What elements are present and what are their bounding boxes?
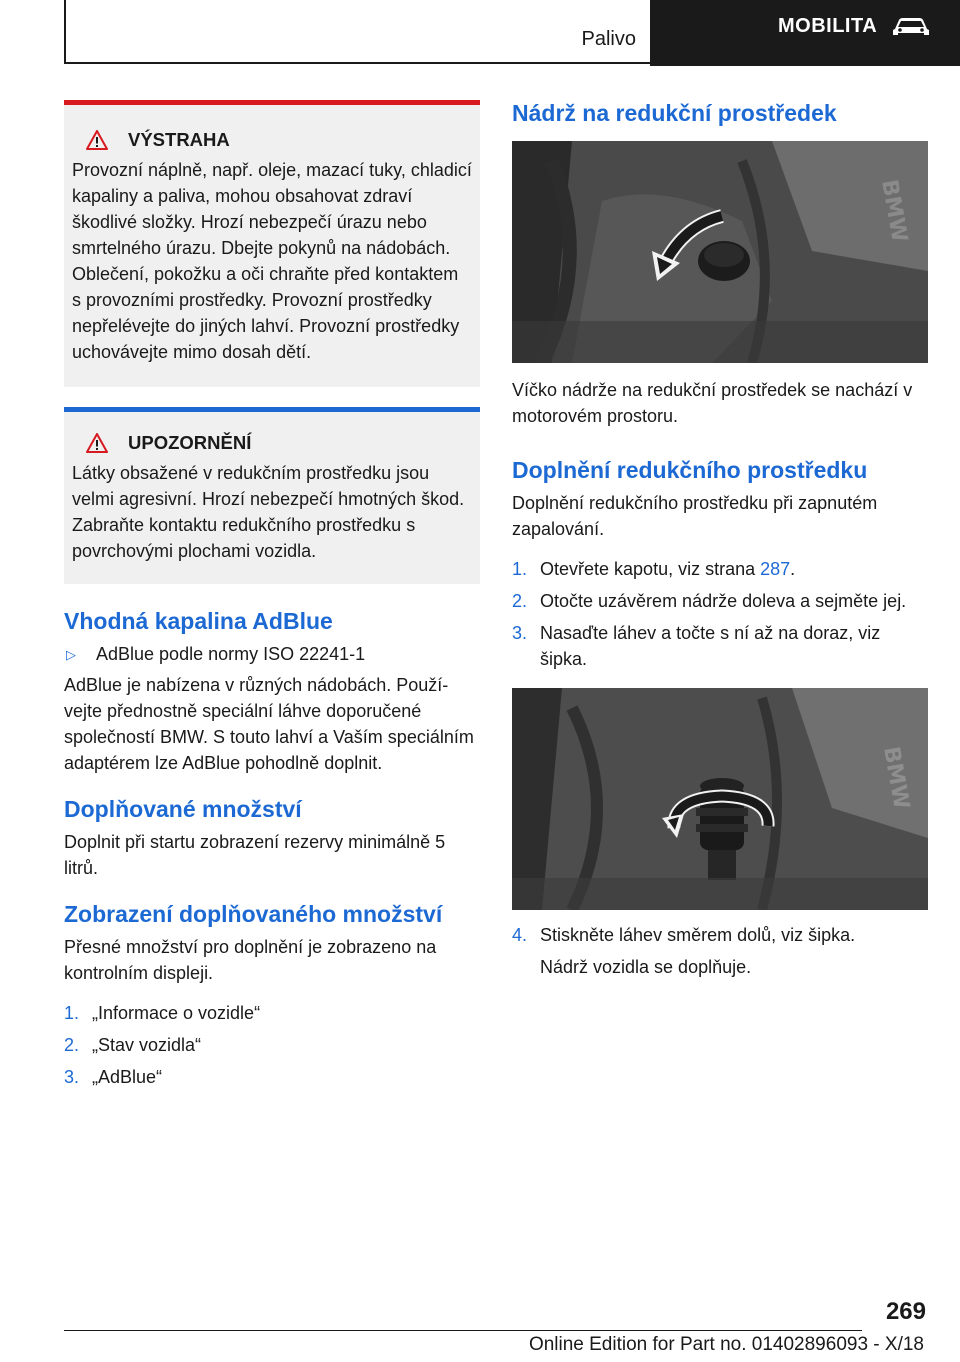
page-number: 269 (885, 1298, 926, 1325)
list-item: 2. „Stav vozidla“ (64, 1035, 202, 1055)
refill-heading: Doplnění redukčního prostředku (512, 457, 868, 483)
right-column (512, 100, 928, 980)
tank-caption: Víčko nádrže na redukční prostředek se nachází v motorovém prostoru. (512, 380, 913, 426)
page-link-287[interactable]: 287 (760, 559, 791, 579)
warning-text: Provozní náplně, např. oleje, mazací tuky, chladicí kapaliny a paliva, mohou obsahovat zdraví škodlivé složky. Hrozí nebezpečí úrazu nebo smrtelného úrazu. Dbejte pokynů na nádobách. Oblečení, pokožku a oči chraňte před kontaktem s provozními prostředky. Provozní prostředky nepřelévejte do jiných lahví. Provozní prostředky uchovávejte mimo dosah dětí. (72, 160, 472, 362)
list-item: 1. Otevřete kapotu, viz strana 287. (512, 559, 796, 579)
suitable-fluid-heading: Vhodná kapalina AdBlue (64, 608, 333, 634)
header-rule-left (64, 0, 66, 64)
list-item: 1. „Informace o vozidle“ (64, 1003, 261, 1023)
chapter-label: MOBILITA (778, 14, 878, 37)
norm-bullet (64, 641, 480, 668)
warning-title: VÝSTRAHA (128, 129, 230, 150)
warning-header (86, 129, 472, 151)
car-icon (891, 15, 931, 37)
suitable-fluid-text: AdBlue je nabízena v různých nádobách. Používejte přednostně speciální láhve doporučené společností BMW. S touto lahví a Vaším speciálním adaptérem lze AdBlue pohodlně doplnit. (64, 675, 474, 773)
list-item: 3. „AdBlue“ (64, 1067, 163, 1087)
list-item: 4. Stiskněte láhev směrem dolů, viz šipka. (512, 925, 856, 945)
triangle-bullet-icon: ▷ (66, 647, 76, 662)
notice-header (86, 432, 472, 454)
svg-text:BMW: BMW (876, 177, 912, 245)
display-text: Přesné množství pro doplnění je zobrazeno na kontrolním displeji. (64, 937, 437, 983)
footer-edition: Online Edition for Part no. 01402896093 - X/18 (528, 1334, 924, 1355)
svg-text:BMW: BMW (878, 744, 914, 812)
engine-bay-photo-cap (512, 141, 928, 363)
tank-heading: Nádrž na redukční prostředek (512, 100, 837, 126)
notice-title: UPOZORNĚNÍ (128, 432, 252, 453)
display-steps (64, 1000, 480, 1090)
notice-box (64, 407, 480, 584)
refill-result-text: Nádrž vozidla se doplňuje. (540, 957, 752, 977)
footer-rule (64, 1330, 862, 1331)
header-chapter-tab (650, 0, 960, 66)
refill-steps-continued (512, 922, 928, 948)
display-heading: Zobrazení doplňovaného množství (64, 901, 443, 927)
notice-text: Látky obsažené v redukčním prostředku jsou velmi agresivní. Hrozí nebezpečí hmotných škod. Zabraňte kontaktu redukčního prostředku s povrchovými plochami vozidla. (72, 463, 465, 561)
quantity-heading: Doplňované množství (64, 796, 302, 822)
warning-triangle-icon (86, 130, 108, 150)
norm-bullet-text: AdBlue podle normy ISO 22241-1 (96, 644, 366, 664)
header-section-title: Palivo (581, 28, 636, 50)
refill-steps (512, 556, 928, 672)
engine-bay-photo-bottle (512, 688, 928, 910)
warning-box (64, 100, 480, 387)
left-column (64, 100, 480, 1096)
notice-triangle-icon (86, 433, 108, 453)
refill-text: Doplnění redukčního prostředku při zapnutém zapalování. (512, 493, 878, 539)
header-rule-bottom (64, 62, 650, 64)
quantity-text: Doplnit při startu zobrazení rezervy minimálně 5 litrů. (64, 832, 446, 878)
list-item: 2. Otočte uzávěrem nádrže doleva a sejměte jej. (512, 591, 907, 611)
list-item: 3. Nasaďte láhev a točte s ní až na doraz, viz šipka. (512, 623, 881, 669)
